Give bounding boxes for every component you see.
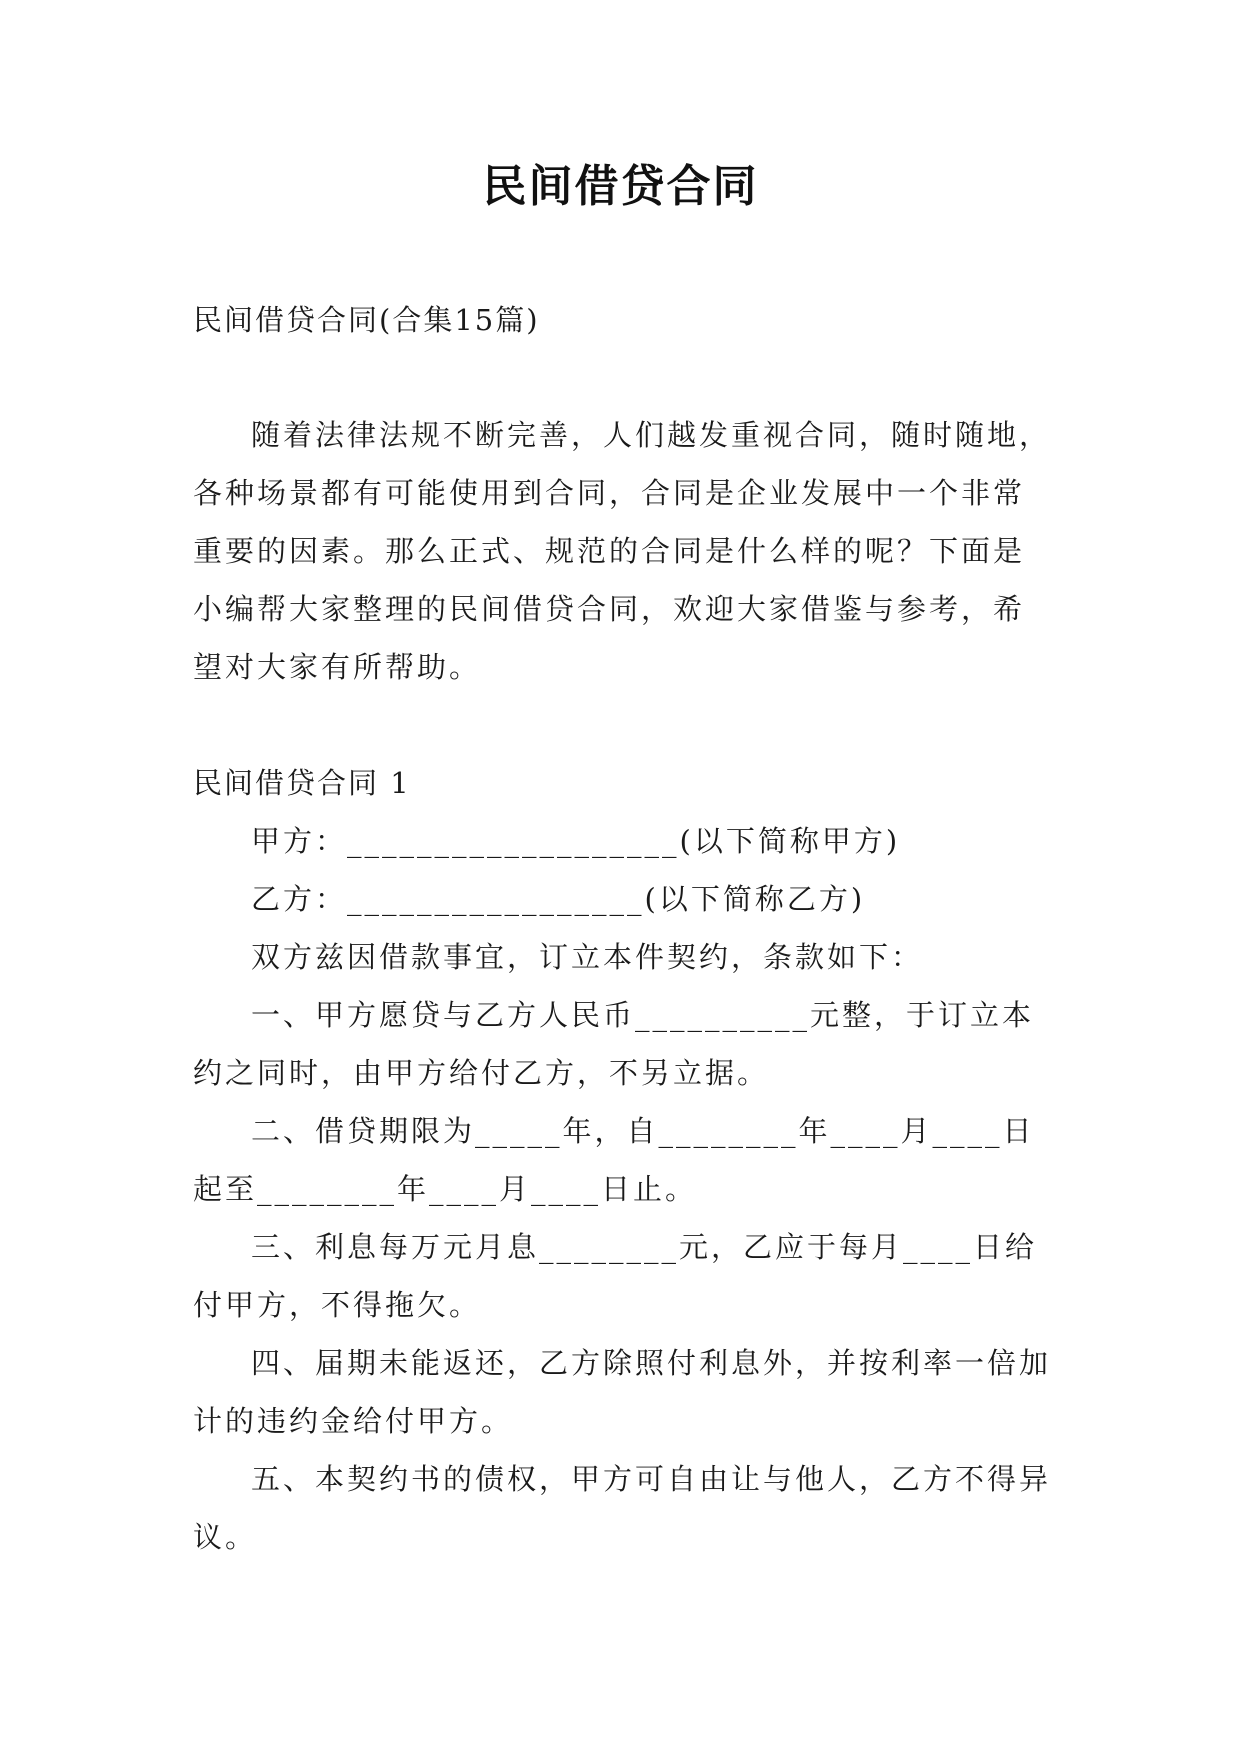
clause-2: 二、借贷期限为_____年，自________年____月____日起至________年____月____日止。 — [193, 1114, 1035, 1206]
clause-3: 三、利息每万元月息________元，乙应于每月____日给付甲方，不得拖欠。 — [193, 1230, 1038, 1322]
document-subtitle: 民间借贷合同(合集15篇) — [193, 303, 540, 337]
party-a-line: 甲方：___________________(以下简称甲方) — [251, 824, 901, 858]
party-b-line: 乙方：_________________(以下简称乙方) — [251, 882, 866, 916]
preamble-line: 双方兹因借款事宜，订立本件契约，条款如下： — [251, 940, 924, 974]
clause-5: 五、本契约书的债权，甲方可自由让与他人，乙方不得异议。 — [193, 1462, 1052, 1554]
clauses-section — [193, 812, 1053, 1566]
document-title: 民间借贷合同 — [482, 161, 759, 212]
intro-section — [193, 406, 1053, 696]
section-title: 民间借贷合同 1 — [193, 766, 411, 800]
clause-1: 一、甲方愿贷与乙方人民币__________元整，于订立本约之同时，由甲方给付乙方，不另立据。 — [193, 998, 1035, 1090]
clause-4: 四、届期未能返还，乙方除照付利息外，并按利率一倍加计的违约金给付甲方。 — [193, 1346, 1052, 1438]
intro-paragraph: 随着法律法规不断完善，人们越发重视合同，随时随地，各种场景都有可能使用到合同，合同是企业发展中一个非常重要的因素。那么正式、规范的合同是什么样的呢？下面是小编帮大家整理的民间借贷合同，欢迎大家借鉴与参考，希望对大家有所帮助。 — [193, 418, 1052, 684]
